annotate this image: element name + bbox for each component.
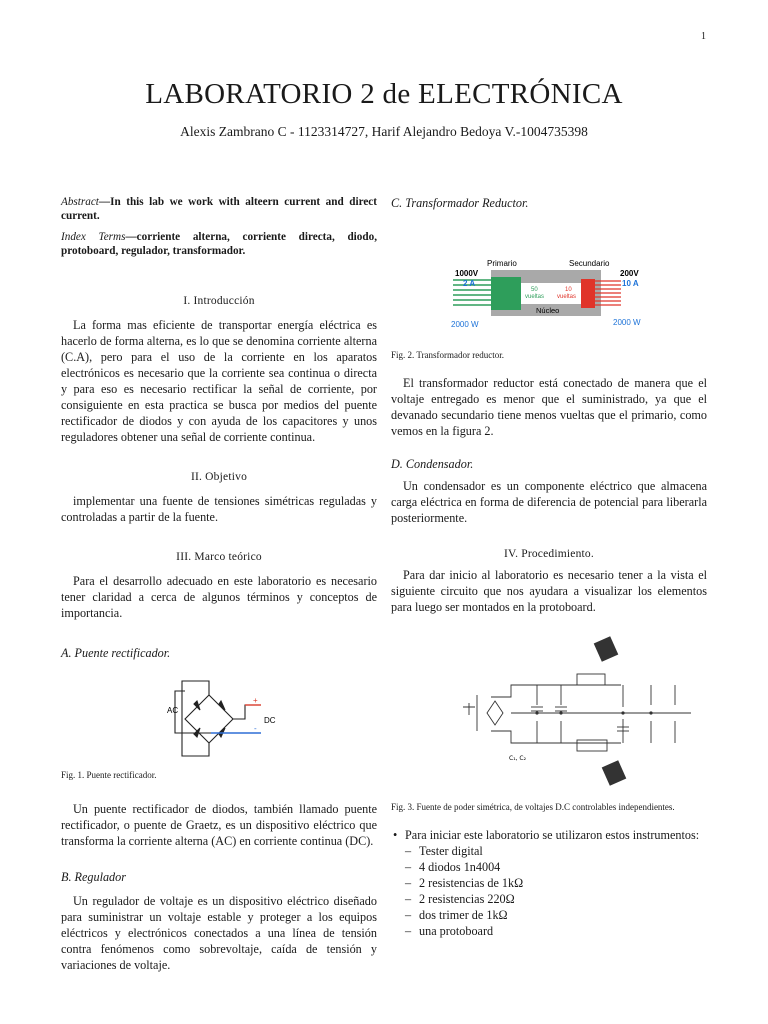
figure-transformer	[391, 231, 707, 343]
figure-power-supply-schematic	[391, 627, 707, 797]
section-marco-body: Para el desarrollo adecuado en este laboratorio es necesario tener claridad a cerca de algunos términos y conceptos de importancia.	[61, 574, 377, 620]
paper-authors: Alexis Zambrano C - 1123314727, Harif Alejandro Bedoya V.-1004735398	[180, 124, 588, 139]
abstract	[61, 195, 377, 223]
schematic-regulator-top	[577, 674, 605, 685]
section-intro-body: La forma mas eficiente de transportar energía eléctrica es hacerlo de forma alterna, es lo que se denomina corriente alterna (C.A), pero para el uso de la corriente en los aparatos electrónicos es necesario que la corriente sea continua o directa y para eso es necesario rectificar la señal de corriente, por consiguiente en esta practica se busca por medios del puente rectificador de diodos y con ayuda de los capacitores y unos reguladores obtener una señal de corriente continua.	[61, 318, 377, 444]
subsection-transformador-title: C. Transformador Reductor.	[391, 196, 529, 210]
schematic-regulator-bottom	[577, 740, 607, 751]
transformer-nucleo-label: Núcleo	[536, 306, 560, 315]
paper-title: LABORATORIO 2 de ELECTRÓNICA	[145, 78, 623, 110]
abstract-text: —In this lab we work with alteern current and direct current.	[61, 196, 377, 222]
bridge-plus-label: +	[253, 696, 258, 705]
subsection-transformador-body: El transformador reductor está conectado de manera que el voltaje entregado es menor que el suministrado, ya que el devanado secundario tiene menos vueltas que el primario, como vemos en la figura 2.	[391, 376, 707, 438]
subsection-regulador-title: B. Regulador	[61, 870, 126, 884]
section-objetivo-title: II. Objetivo	[190, 471, 248, 483]
abstract-label: Abstract	[61, 196, 99, 208]
transformer-secondary-winding	[581, 279, 595, 308]
instrument-item: – 4 diodos 1n4004	[419, 859, 707, 875]
left-column	[61, 195, 377, 973]
fig3-caption: Fig. 3. Fuente de poder simétrica, de voltajes D.C controlables independientes.	[391, 802, 675, 812]
subsection-regulador-body: Un regulador de voltaje es un dispositivo eléctrico diseñado para suministrar un voltaje estable y proteger a los equipos eléctricos y electrónicos conectados a una línea de tensión contra fenómenos como sobrevoltaje, caída de tensión y variaciones de voltaje.	[61, 894, 377, 972]
figure-bridge-rectifier	[61, 677, 377, 763]
bridge-dc-minus-wire	[175, 691, 261, 733]
bridge-minus-label: -	[254, 724, 257, 733]
section-marco-title: III. Marco teórico	[176, 551, 262, 563]
transformer-primario-label: Primario	[487, 259, 517, 268]
index-terms-label: Index Terms	[61, 231, 126, 243]
transformer-secundario-label: Secundario	[569, 259, 610, 268]
subsection-condensador-body: Un condensador es un componente eléctrico que almacena carga eléctrica en forma de diferencia de potencial para liberarla posteriormente.	[391, 479, 707, 525]
transformer-pin-label: 2000 W	[451, 320, 479, 329]
transformer-vout-label: 200V	[620, 269, 639, 278]
subsection-condensador-title: D. Condensador.	[391, 457, 474, 471]
instrument-item: – 2 resistencias 220Ω	[419, 891, 707, 907]
instrument-list-intro-text: Para iniciar este laboratorio se utilizaron estos instrumentos:	[405, 828, 700, 842]
instrument-item: – 2 resistencias de 1kΩ	[419, 875, 707, 891]
transformer-secondary-turns-number: 10	[565, 287, 572, 293]
transformer-iin-label: 2 A	[463, 279, 476, 288]
section-procedimiento-body: Para dar inicio al laboratorio es necesario tener a la vista el siguiente circuito que nos ayudara a visualizar los elementos para luego ser montados en la protoboard.	[391, 568, 707, 614]
right-column	[391, 195, 707, 939]
instrument-items	[405, 843, 707, 939]
transformer-secondary-turns-word: vueltas	[557, 294, 577, 300]
transformer-primary-turns-word: vueltas	[525, 294, 545, 300]
schematic-transformer	[463, 695, 477, 731]
bridge-ac-label: AC	[167, 706, 179, 715]
section-objetivo-body: implementar una fuente de tensiones simétricas reguladas y controladas a partir de la fuente.	[61, 494, 377, 524]
instrument-item: – dos trimer de 1kΩ	[419, 907, 707, 923]
index-terms-text: —corriente alterna, corriente directa, diodo, protoboard, regulador, transformador.	[61, 231, 377, 257]
bridge-dc-label: DC	[264, 716, 276, 725]
transformer-vin-label: 1000V	[455, 269, 479, 278]
transformer-pout-label: 2000 W	[613, 318, 641, 327]
subsection-puente-title: A. Puente rectificador.	[61, 646, 171, 660]
index-terms	[61, 230, 377, 258]
bridge-diamond	[185, 695, 233, 743]
instrument-list-intro	[405, 827, 707, 939]
schematic-cap-note: C₁, C₂	[509, 755, 527, 762]
instrument-list	[391, 827, 707, 939]
schematic-regulator-package-bottom	[602, 760, 627, 786]
transformer-primary-turns-number: 50	[531, 287, 538, 293]
page-number: 1	[701, 31, 706, 42]
section-procedimiento-title: IV. Procedimiento.	[504, 548, 594, 560]
transformer-primary-winding	[491, 277, 521, 310]
section-intro-title: I. Introducción	[183, 295, 255, 307]
transformer-iout-label: 10 A	[622, 279, 639, 288]
instrument-item: – una protoboard	[419, 923, 707, 939]
schematic-bridge	[487, 701, 503, 725]
schematic-regulator-package-top	[594, 636, 619, 662]
subsection-puente-body: Un puente rectificador de diodos, también llamado puente rectificador, o puente de Graetz, es un dispositivo eléctrico que transforma la corriente alterna (AC) en corriente continua (DC).	[61, 802, 377, 848]
instrument-item: – Tester digital	[419, 843, 707, 859]
fig2-caption: Fig. 2. Transformador reductor.	[391, 350, 504, 360]
bridge-dc-plus-wire	[233, 705, 261, 719]
fig1-caption: Fig. 1. Puente rectificador.	[61, 770, 157, 780]
